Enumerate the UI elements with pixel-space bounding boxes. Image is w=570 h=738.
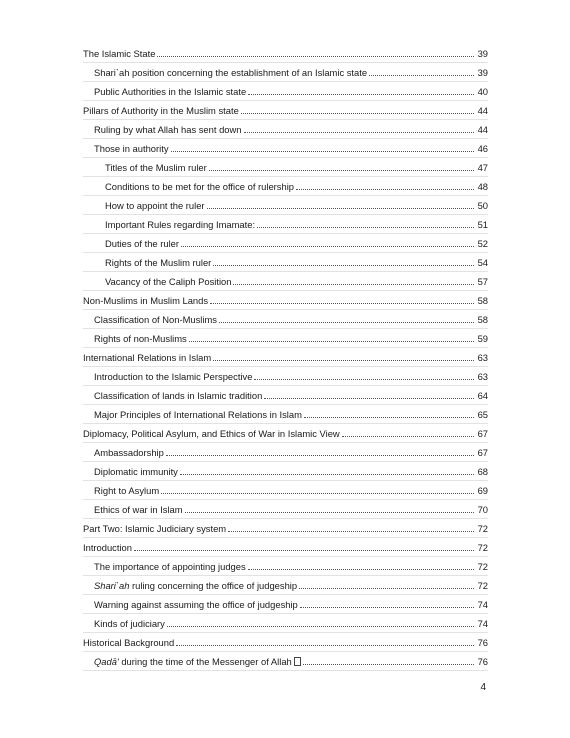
toc-entry-title-text: Titles of the Muslim ruler xyxy=(105,162,207,173)
toc-entry[interactable] xyxy=(83,101,488,120)
dot-leader xyxy=(219,321,474,323)
toc-entry-page: 64 xyxy=(477,390,488,401)
toc-entry-title xyxy=(83,105,239,117)
toc-entry[interactable] xyxy=(83,329,488,348)
toc-entry-title xyxy=(94,390,262,402)
toc-entry[interactable] xyxy=(83,367,488,386)
toc-entry-title xyxy=(83,523,226,535)
toc-entry[interactable] xyxy=(83,633,488,652)
toc-entry-page: 74 xyxy=(477,599,488,610)
toc-entry[interactable] xyxy=(83,424,488,443)
toc-entry-title xyxy=(94,656,301,668)
dot-leader xyxy=(248,93,474,95)
toc-entry[interactable] xyxy=(83,405,488,424)
toc-entry-page: 52 xyxy=(477,238,488,249)
toc-entry-title xyxy=(94,599,298,611)
dot-leader xyxy=(157,55,474,57)
toc-entry-page: 46 xyxy=(477,143,488,154)
toc-entry-title xyxy=(105,257,211,269)
toc-entry-page: 50 xyxy=(477,200,488,211)
dot-leader xyxy=(176,644,474,646)
toc-entry-title-text: International Relations in Islam xyxy=(83,352,212,363)
toc-entry-title xyxy=(94,409,302,421)
dot-leader xyxy=(209,169,474,171)
toc-entry-title-text: Ethics of war in Islam xyxy=(94,504,183,515)
toc-entry-page: 63 xyxy=(477,352,488,363)
dot-leader xyxy=(213,359,474,361)
dot-leader xyxy=(304,416,474,418)
toc-entry-page: 48 xyxy=(477,181,488,192)
toc-entry-title xyxy=(83,352,211,364)
dot-leader xyxy=(166,454,474,456)
toc-entry-page: 44 xyxy=(477,105,488,116)
toc-entry-title xyxy=(94,561,246,573)
toc-entry-title-text: Duties of the ruler xyxy=(105,238,179,249)
dot-leader xyxy=(241,112,474,114)
toc-entry[interactable] xyxy=(83,82,488,101)
dot-leader xyxy=(296,188,474,190)
toc-entry[interactable] xyxy=(83,348,488,367)
dot-leader xyxy=(244,131,475,133)
dot-leader xyxy=(180,473,474,475)
toc-entry-page: 67 xyxy=(477,447,488,458)
toc-entry-title xyxy=(94,485,159,497)
toc-entry-title xyxy=(94,466,178,478)
toc-entry-page: 72 xyxy=(477,561,488,572)
toc-entry-title xyxy=(94,314,217,326)
toc-entry-title xyxy=(94,618,165,630)
toc-entry-title-text: The Islamic State xyxy=(83,48,156,59)
dot-leader xyxy=(342,435,474,437)
toc-entry[interactable] xyxy=(83,177,488,196)
toc-entry-title xyxy=(83,542,132,554)
dot-leader xyxy=(299,587,474,589)
toc-entry-page: 44 xyxy=(477,124,488,135)
toc-entry-title xyxy=(83,295,208,307)
dot-leader xyxy=(369,74,474,76)
page-number: 4 xyxy=(480,682,486,693)
toc-entry[interactable] xyxy=(83,120,488,139)
dot-leader xyxy=(228,530,474,532)
toc-entry-page: 72 xyxy=(477,542,488,553)
toc-entry-title xyxy=(83,428,340,440)
toc-entry-page: 76 xyxy=(477,637,488,648)
toc-entry[interactable] xyxy=(83,538,488,557)
toc-entry[interactable] xyxy=(83,386,488,405)
toc-entry[interactable] xyxy=(83,291,488,310)
toc-entry-title-text: Kinds of judiciary xyxy=(94,618,165,629)
toc-entry[interactable] xyxy=(83,44,488,63)
toc-entry[interactable] xyxy=(83,576,488,595)
toc-entry-title xyxy=(94,504,183,516)
toc-entry-title-text: Shari`ah position concerning the establishment of an Islamic state xyxy=(94,67,368,78)
toc-entry-title-text: Non-Muslims in Muslim Lands xyxy=(83,295,209,306)
dot-leader xyxy=(248,568,474,570)
toc-entry-title-text: Diplomatic immunity xyxy=(94,466,178,477)
toc-entry-title-text: Classification of Non-Muslims xyxy=(94,314,217,325)
dot-leader xyxy=(161,492,474,494)
dot-leader xyxy=(167,625,474,627)
toc-entry-title-text: ruling concerning the office of judgeship xyxy=(129,580,298,591)
toc-entry[interactable] xyxy=(83,519,488,538)
toc-entry[interactable] xyxy=(83,462,488,481)
toc-entry[interactable] xyxy=(83,652,488,671)
toc-entry-page: 72 xyxy=(477,580,488,591)
toc-entry-title-text: Major Principles of International Relations in Islam xyxy=(94,409,302,420)
toc-entry-title-text: Public Authorities in the Islamic state xyxy=(94,86,247,97)
toc-entry[interactable] xyxy=(83,310,488,329)
toc-entry[interactable] xyxy=(83,139,488,158)
toc-entry-title xyxy=(83,637,174,649)
toc-entry[interactable] xyxy=(83,234,488,253)
toc-entry-title-text: Pillars of Authority in the Muslim state xyxy=(83,105,239,116)
toc-entry-title-text: Those in authority xyxy=(94,143,169,154)
dot-leader xyxy=(189,340,474,342)
dot-leader xyxy=(254,378,474,380)
toc-entry-page: 68 xyxy=(477,466,488,477)
dot-leader xyxy=(233,283,474,285)
toc-entry-title xyxy=(94,124,242,136)
toc-entry-page: 76 xyxy=(477,656,488,667)
toc-entry-page: 39 xyxy=(477,48,488,59)
toc-entry-page: 54 xyxy=(477,257,488,268)
toc-entry[interactable] xyxy=(83,443,488,462)
toc-entry-title-text: Diplomacy, Political Asylum, and Ethics of War in Islamic View xyxy=(83,428,340,439)
toc-entry-title xyxy=(94,143,169,155)
toc-entry-title-text: Ambassadorship xyxy=(94,447,164,458)
toc-entry-title xyxy=(105,238,179,250)
dot-leader xyxy=(257,226,474,228)
dot-leader xyxy=(171,150,474,152)
toc-entry-page: 47 xyxy=(477,162,488,173)
toc-entry-title xyxy=(94,333,187,345)
dot-leader xyxy=(210,302,474,304)
toc-entry-title-text: Rights of non-Muslims xyxy=(94,333,187,344)
dot-leader xyxy=(264,397,474,399)
toc-entry-title-text: Conditions to be met for the office of rulership xyxy=(105,181,294,192)
toc-entry[interactable] xyxy=(83,557,488,576)
toc-entry-title xyxy=(94,67,367,79)
toc-entry-page: 57 xyxy=(477,276,488,287)
toc-entry-title-italic: Shari`ah xyxy=(94,580,130,591)
toc-entry[interactable] xyxy=(83,253,488,272)
dot-leader xyxy=(207,207,474,209)
toc-entry-page: 39 xyxy=(477,67,488,78)
toc-entry-page: 67 xyxy=(477,428,488,439)
toc-entry-title-text: Rights of the Muslim ruler xyxy=(105,257,212,268)
dot-leader xyxy=(134,549,474,551)
missing-glyph-icon xyxy=(294,657,301,666)
toc-entry-title-text: Introduction to the Islamic Perspective xyxy=(94,371,253,382)
toc-entry-title xyxy=(94,447,164,459)
toc-entry-title xyxy=(94,371,252,383)
toc-entry-title-text: How to appoint the ruler xyxy=(105,200,205,211)
dot-leader xyxy=(185,511,474,513)
toc-entry-page: 58 xyxy=(477,314,488,325)
toc-entry-page: 74 xyxy=(477,618,488,629)
toc-entry-page: 72 xyxy=(477,523,488,534)
dot-leader xyxy=(300,606,474,608)
toc-entry-page: 59 xyxy=(477,333,488,344)
dot-leader xyxy=(303,663,474,665)
toc-entry-title-text: Warning against assuming the office of judgeship xyxy=(94,599,298,610)
toc-entry[interactable] xyxy=(83,215,488,234)
toc-entry-page: 70 xyxy=(477,504,488,515)
toc-entry-page: 40 xyxy=(477,86,488,97)
toc-entry-title xyxy=(105,219,255,231)
dot-leader xyxy=(181,245,474,247)
toc-entry[interactable] xyxy=(83,272,488,291)
toc-entry-title xyxy=(105,276,231,288)
toc-entry-title-text: Important Rules regarding Imamate: xyxy=(105,219,256,230)
toc-entry-title xyxy=(105,200,205,212)
toc-entry-title-text: Right to Asylum xyxy=(94,485,160,496)
toc-entry-title-italic: Qadā' xyxy=(94,656,119,667)
toc-entry-page: 51 xyxy=(477,219,488,230)
toc-entry-title-text: Historical Background xyxy=(83,637,175,648)
toc-entry-title-text: Part Two: Islamic Judiciary system xyxy=(83,523,227,534)
toc-entry-title-text: Ruling by what Allah has sent down xyxy=(94,124,242,135)
toc-entry-title-text: Vacancy of the Caliph Position xyxy=(105,276,232,287)
toc-entry-title-text: The importance of appointing judges xyxy=(94,561,246,572)
toc-entry-title-text: during the time of the Messenger of Allah xyxy=(118,656,292,667)
toc-entry[interactable] xyxy=(83,481,488,500)
toc-entry[interactable] xyxy=(83,595,488,614)
toc-entry-title xyxy=(83,48,155,60)
toc-entry-title xyxy=(94,86,246,98)
toc-entry[interactable] xyxy=(83,196,488,215)
toc-entry-page: 63 xyxy=(477,371,488,382)
toc-entry-title xyxy=(105,181,294,193)
toc-entry-page: 69 xyxy=(477,485,488,496)
toc-entry[interactable] xyxy=(83,158,488,177)
toc-entry[interactable] xyxy=(83,614,488,633)
toc-entry-title-text: Introduction xyxy=(83,542,132,553)
table-of-contents xyxy=(83,44,488,671)
toc-entry-title xyxy=(105,162,207,174)
toc-entry-title xyxy=(94,580,297,592)
toc-entry-page: 65 xyxy=(477,409,488,420)
dot-leader xyxy=(213,264,474,266)
toc-entry[interactable] xyxy=(83,500,488,519)
toc-entry-title-text: Classification of lands in Islamic tradition xyxy=(94,390,263,401)
toc-entry-page: 58 xyxy=(477,295,488,306)
toc-entry[interactable] xyxy=(83,63,488,82)
